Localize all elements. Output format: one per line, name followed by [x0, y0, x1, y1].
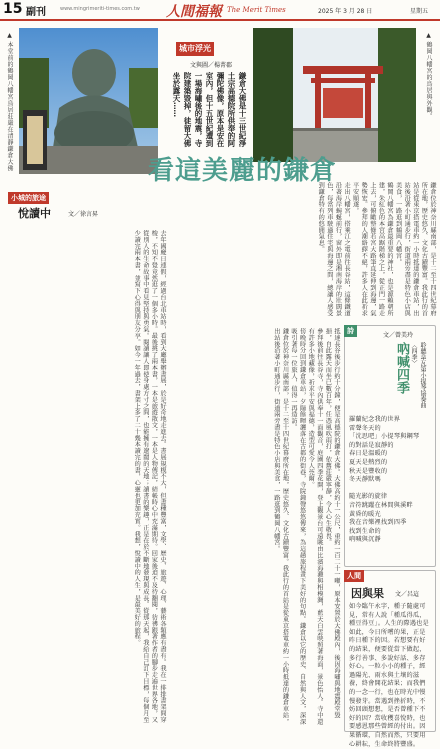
- issue-weekday: 星期五: [410, 8, 429, 15]
- main-paragraph: 傍晚時分回到鎌倉車站，夕陽餘暉灑落在古都的街巷，寺院鐘聲悠悠傳來，為這趟旅程畫下美好的句點。鎌倉以它的歷史、自然與人文，深深吸引著每一位旅人，值得一再造訪。: [290, 328, 306, 725]
- left-article-tag: 小城的旅途: [8, 192, 49, 204]
- poem-author: 文／曾美玲: [383, 332, 414, 339]
- newspaper-logo: 人間福報: [166, 4, 222, 20]
- section-name: 副刊: [26, 7, 46, 18]
- essay-body: 如今臨午永字，種子隨處可見，常有人說「種瓜得瓜，種豆得豆」。人生的際遇也是如此，今日所嚐的果，正是昨日種下的因。若想要有好的結果，便要從當下做起，多行善事、多說好話、多存好心。一粒小小的種子，經過陽光、雨水與土壤的滋養，終會開花結果；而我們的一念一行，也在時光中慢慢發芽。當遇到挫折時，不妨回頭想想，是否曾種下不好的因？當收穫喜悅時，也要感恩那些曾經的付出。因果循環，自然而然，只要用心耕耘，生命終將豐盛。: [349, 603, 429, 748]
- poem-body: 羅蘭紀念我的世界 雷聲冬天的 「沈思吧」小提琴與鋼琴 的對話是寂靜的 春日是溫暖的 夏天是熱烈的 秋天是豐收的 冬天靜默嗎 隨光影的旋律 音符跳躍在林間與溪畔 黃昏的暖光 我在音樂裡找到四季 找到生命的 吶喊與沉靜: [349, 416, 420, 544]
- buddha-photo: [19, 28, 158, 174]
- newspaper-logo-en: The Merit Times: [227, 6, 286, 14]
- main-paragraph: 參拜後前往長谷寺，寺內供奉十一面觀音，庭園四季花開，登上觀景台可遠眺由比濱海灘與相模灣，藍天白雲映照著海面，景色怡人。寺中還有許多小地藏像，祈求平安與福德，造型可愛令人莞爾。: [307, 328, 323, 725]
- poem-heading: [349, 342, 431, 412]
- left-article-body: [8, 230, 166, 728]
- article-title: 看這美麗的鎌倉: [148, 156, 338, 186]
- poem-box: [344, 325, 436, 567]
- column-badge: 城市浮光: [176, 42, 214, 56]
- photo-caption-right: ▲ 鶴岡八幡宮的鳥居與外觀。: [425, 32, 432, 120]
- essay-author: 文／呂這: [395, 591, 420, 598]
- poem-title: 吶喊四季: [394, 342, 409, 394]
- essay-tag: 人間: [344, 570, 364, 582]
- shrine-photo: [253, 28, 416, 162]
- main-paragraph: 鎌倉位於神奈川縣南部，是十二至十四世紀幕府所在地，歷史悠久、文化古蹟豐富。我此行的首站是從東京搭電車約一小時抵達的鎌倉車站，出站後沿著小町通步行，街道兩旁盡是特色小店與美食，一路逛到鶴岡八幡宮。: [272, 328, 289, 725]
- main-paragraph: 走出八幡宮，搭乘江之電前往長谷站，這條鐵道沿著海岸蜿蜒前行，窗外即是湘南海岸的壯闊景色，每當列車駛過住宅與海邊之間，總讓人感受到鎌倉特有的悠閒氣息。: [317, 182, 351, 317]
- essay-box: [344, 570, 436, 748]
- left-article-paragraph: 去年國慶日連假，經過台北車站時，看到大廳舉辦書展，於是好奇地走進去。書展規模不大，但書種豐富，文學、歷史、旅遊、心理、藝術各類應有盡有。我在一排排書架間穿梭，不知不覺竟然逛了一個多小時。最後挑了兩本書，一本是旅遊散文，一本是人物傳記，結帳時心中充滿期待。回家後迫不及待翻閱，彷彿跟著作者的腳步走遍世界各地，又從別人的生命故事中看見堅持與勇氣。閱讀讓人即使身處方寸之間，也能擁有遼闊的天地；讀書的樂趣，正是在於不斷地發現與成長。從那天起，我給自己訂下目標，每個月至少讀完兩本書，並寫下心得與朋友分享。如今一年過去，書架上多了二十幾本讀完的書，心靈也更加充實。我想，悅讀中的人生，是最美好的旅程。: [133, 230, 166, 723]
- main-article-bottom: [170, 328, 340, 728]
- left-article-header: [8, 192, 166, 228]
- issue-date: 2025 年 3 月 28 日: [318, 8, 373, 15]
- page-number: 15: [3, 1, 23, 17]
- poem-subtitle: 聆聽韋瓦第小提琴協奏曲〈四季〉: [410, 342, 426, 408]
- page-header: [0, 0, 440, 21]
- main-paragraph: 抵達長谷後步行約十分鐘，便是高德院的鎌倉大佛。大佛高約十一公尺，重約一百二十一噸，原本安置於大佛殿內，後因海嘯與地震殿堂毀損，自此露天而坐已數百年，任憑風吹雨打，依舊莊嚴寧靜，令人心生敬畏。: [324, 328, 340, 719]
- website: www.mingrimeriti-times.com.tw: [60, 6, 140, 12]
- essay-title: 因與果: [351, 587, 384, 600]
- intro-author: 文與圖／楊菁郡: [190, 62, 233, 69]
- main-paragraph: 鶴岡八幡宮為鎌倉最重要的神社，也是源賴朝所建，朱紅色的本宮高踞階梯之上，從正門一路走上去，可俯瞰整條若宮大路筆直延伸到海邊，氣勢恢宏。參拜的人潮絡繹不絕，許多人在此祈求平安順遂。: [351, 182, 394, 317]
- photo-caption-left: ▲ 本堂前的鶴岡八幡宮鳥居莊嚴在清靜鎌倉大佛: [6, 32, 13, 172]
- left-article-title: 悅讀中: [18, 207, 51, 220]
- intro-text: 鎌倉大佛是十三世紀淨土宗高德院所供奉的阿彌陀佛像，原本是安在室內，但十五世紀遭到一場海嘯後的地震，寺院建築毀掉，徒留大佛坐於露天……: [172, 72, 247, 147]
- left-article-author: 文／徐言昇: [68, 211, 99, 218]
- main-article-top: [170, 182, 436, 322]
- poem-tag: 詩: [344, 325, 357, 337]
- main-paragraph: 鎌倉位於神奈川縣南部，是十二至十四世紀幕府所在地，歷史悠久、文化古蹟豐富。我此行的首站是從東京搭電車約一小時抵達的鎌倉車站，出站後沿著小町通步行，街道兩旁盡是特色小店與美食，一路逛到鶴岡八幡宮。: [394, 182, 436, 317]
